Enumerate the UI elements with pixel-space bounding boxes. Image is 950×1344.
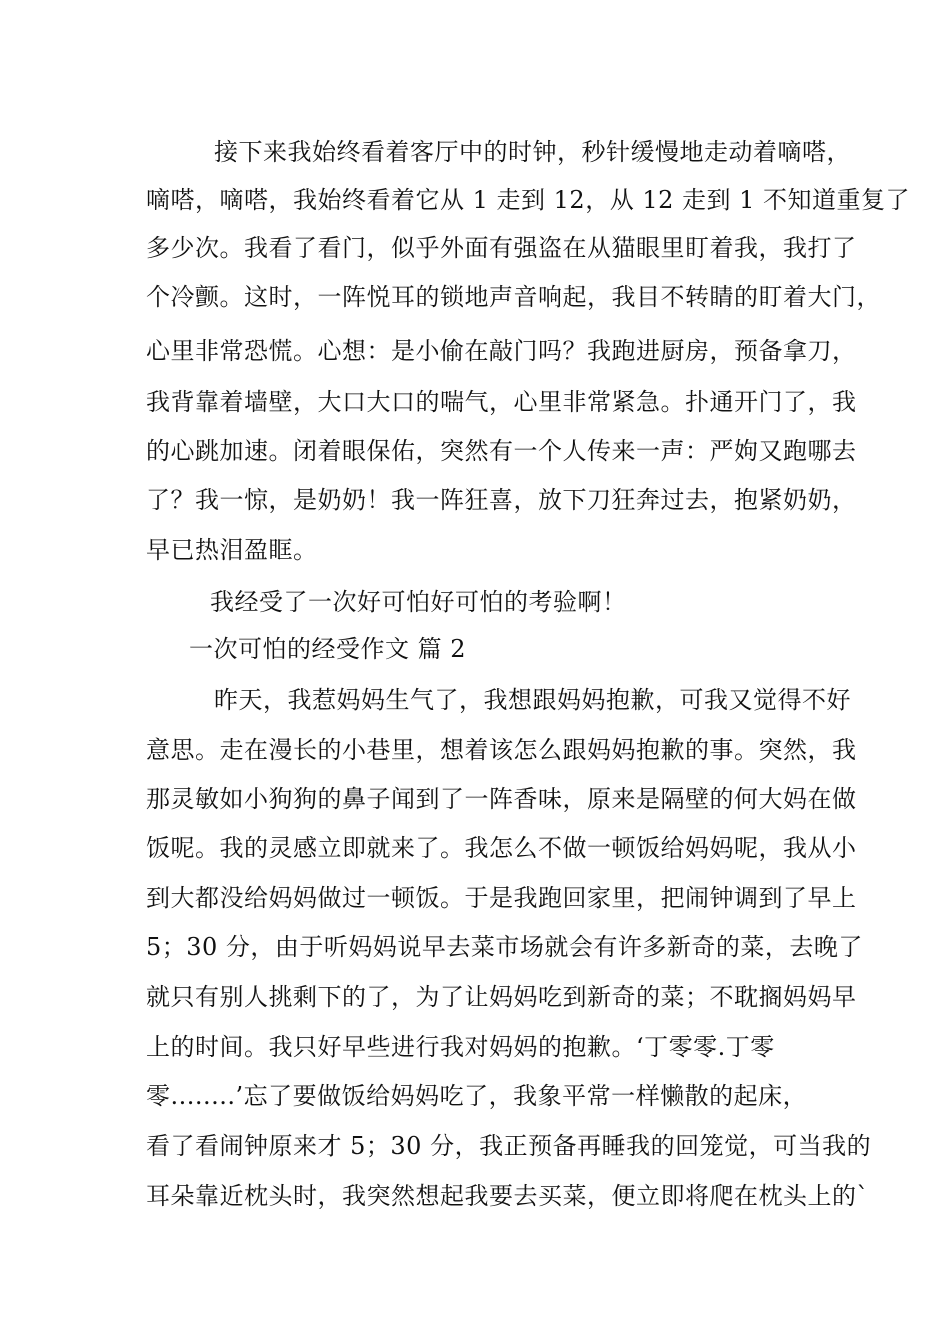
paragraph-3-line-7: 就只有别人挑剩下的了，为了让妈妈吃到新奇的菜；不耽搁妈妈早	[146, 983, 857, 1011]
paragraph-1-line-7: 的心跳加速。闭着眼保佑，突然有一个人传来一声：严姁又跑哪去	[146, 437, 857, 465]
paragraph-3-line-3: 那灵敏如小狗狗的鼻子闻到了一阵香味，原来是隔壁的何大妈在做	[146, 785, 857, 813]
section-heading: 一次可怕的经受作文 篇 2	[189, 635, 467, 663]
paragraph-1-line-2: 嘀嗒，嘀嗒，我始终看着它从 1 走到 12，从 12 走到 1 不知道重复了	[146, 186, 911, 214]
paragraph-1-line-4: 个冷颤。这时，一阵悦耳的锁地声音响起，我目不转睛的盯着大门，	[146, 283, 881, 311]
paragraph-3-line-5: 到大都没给妈妈做过一顿饭。于是我跑回家里，把闹钟调到了早上	[146, 884, 857, 912]
paragraph-3-line-8: 上的时间。我只好早些进行我对妈妈的抱歉。‘丁零零.丁零	[146, 1033, 775, 1061]
paragraph-1-line-5: 心里非常恐慌。心想：是小偷在敲门吗？我跑进厨房，预备拿刀，	[146, 337, 857, 365]
paragraph-1-line-3: 多少次。我看了看门，似乎外面有强盗在从猫眼里盯着我，我打了	[146, 234, 857, 262]
paragraph-3-line-6: 5；30 分，由于听妈妈说早去菜市场就会有许多新奇的菜，去晚了	[146, 933, 863, 961]
paragraph-3-line-4: 饭呢。我的灵感立即就来了。我怎么不做一顿饭给妈妈呢，我从小	[146, 834, 857, 862]
paragraph-2: 我经受了一次好可怕好可怕的考验啊！	[210, 588, 627, 616]
paragraph-3-line-1: 昨天，我惹妈妈生气了，我想跟妈妈抱歉，可我又觉得不好	[214, 686, 851, 714]
paragraph-3-line-11: 耳朵靠近枕头时，我突然想起我要去买菜，便立即将爬在枕头上的`	[146, 1182, 869, 1210]
paragraph-1-line-1: 接下来我始终看着客厅中的时钟，秒针缓慢地走动着嘀嗒，	[214, 138, 851, 166]
paragraph-3-line-9: 零........’忘了要做饭给妈妈吃了，我象平常一样懒散的起床，	[146, 1082, 808, 1110]
paragraph-1-line-6: 我背靠着墙壁，大口大口的喘气，心里非常紧急。扑通开门了，我	[146, 388, 857, 416]
paragraph-1-line-8: 了？我一惊，是奶奶！我一阵狂喜，放下刀狂奔过去，抱紧奶奶，	[146, 486, 857, 514]
paragraph-3-line-2: 意思。走在漫长的小巷里，想着该怎么跟妈妈抱歉的事。突然，我	[146, 736, 857, 764]
paragraph-3-line-10: 看了看闹钟原来才 5；30 分，我正预备再睡我的回笼觉，可当我的	[146, 1132, 872, 1160]
paragraph-1-line-9: 早已热泪盈眶。	[146, 536, 318, 564]
